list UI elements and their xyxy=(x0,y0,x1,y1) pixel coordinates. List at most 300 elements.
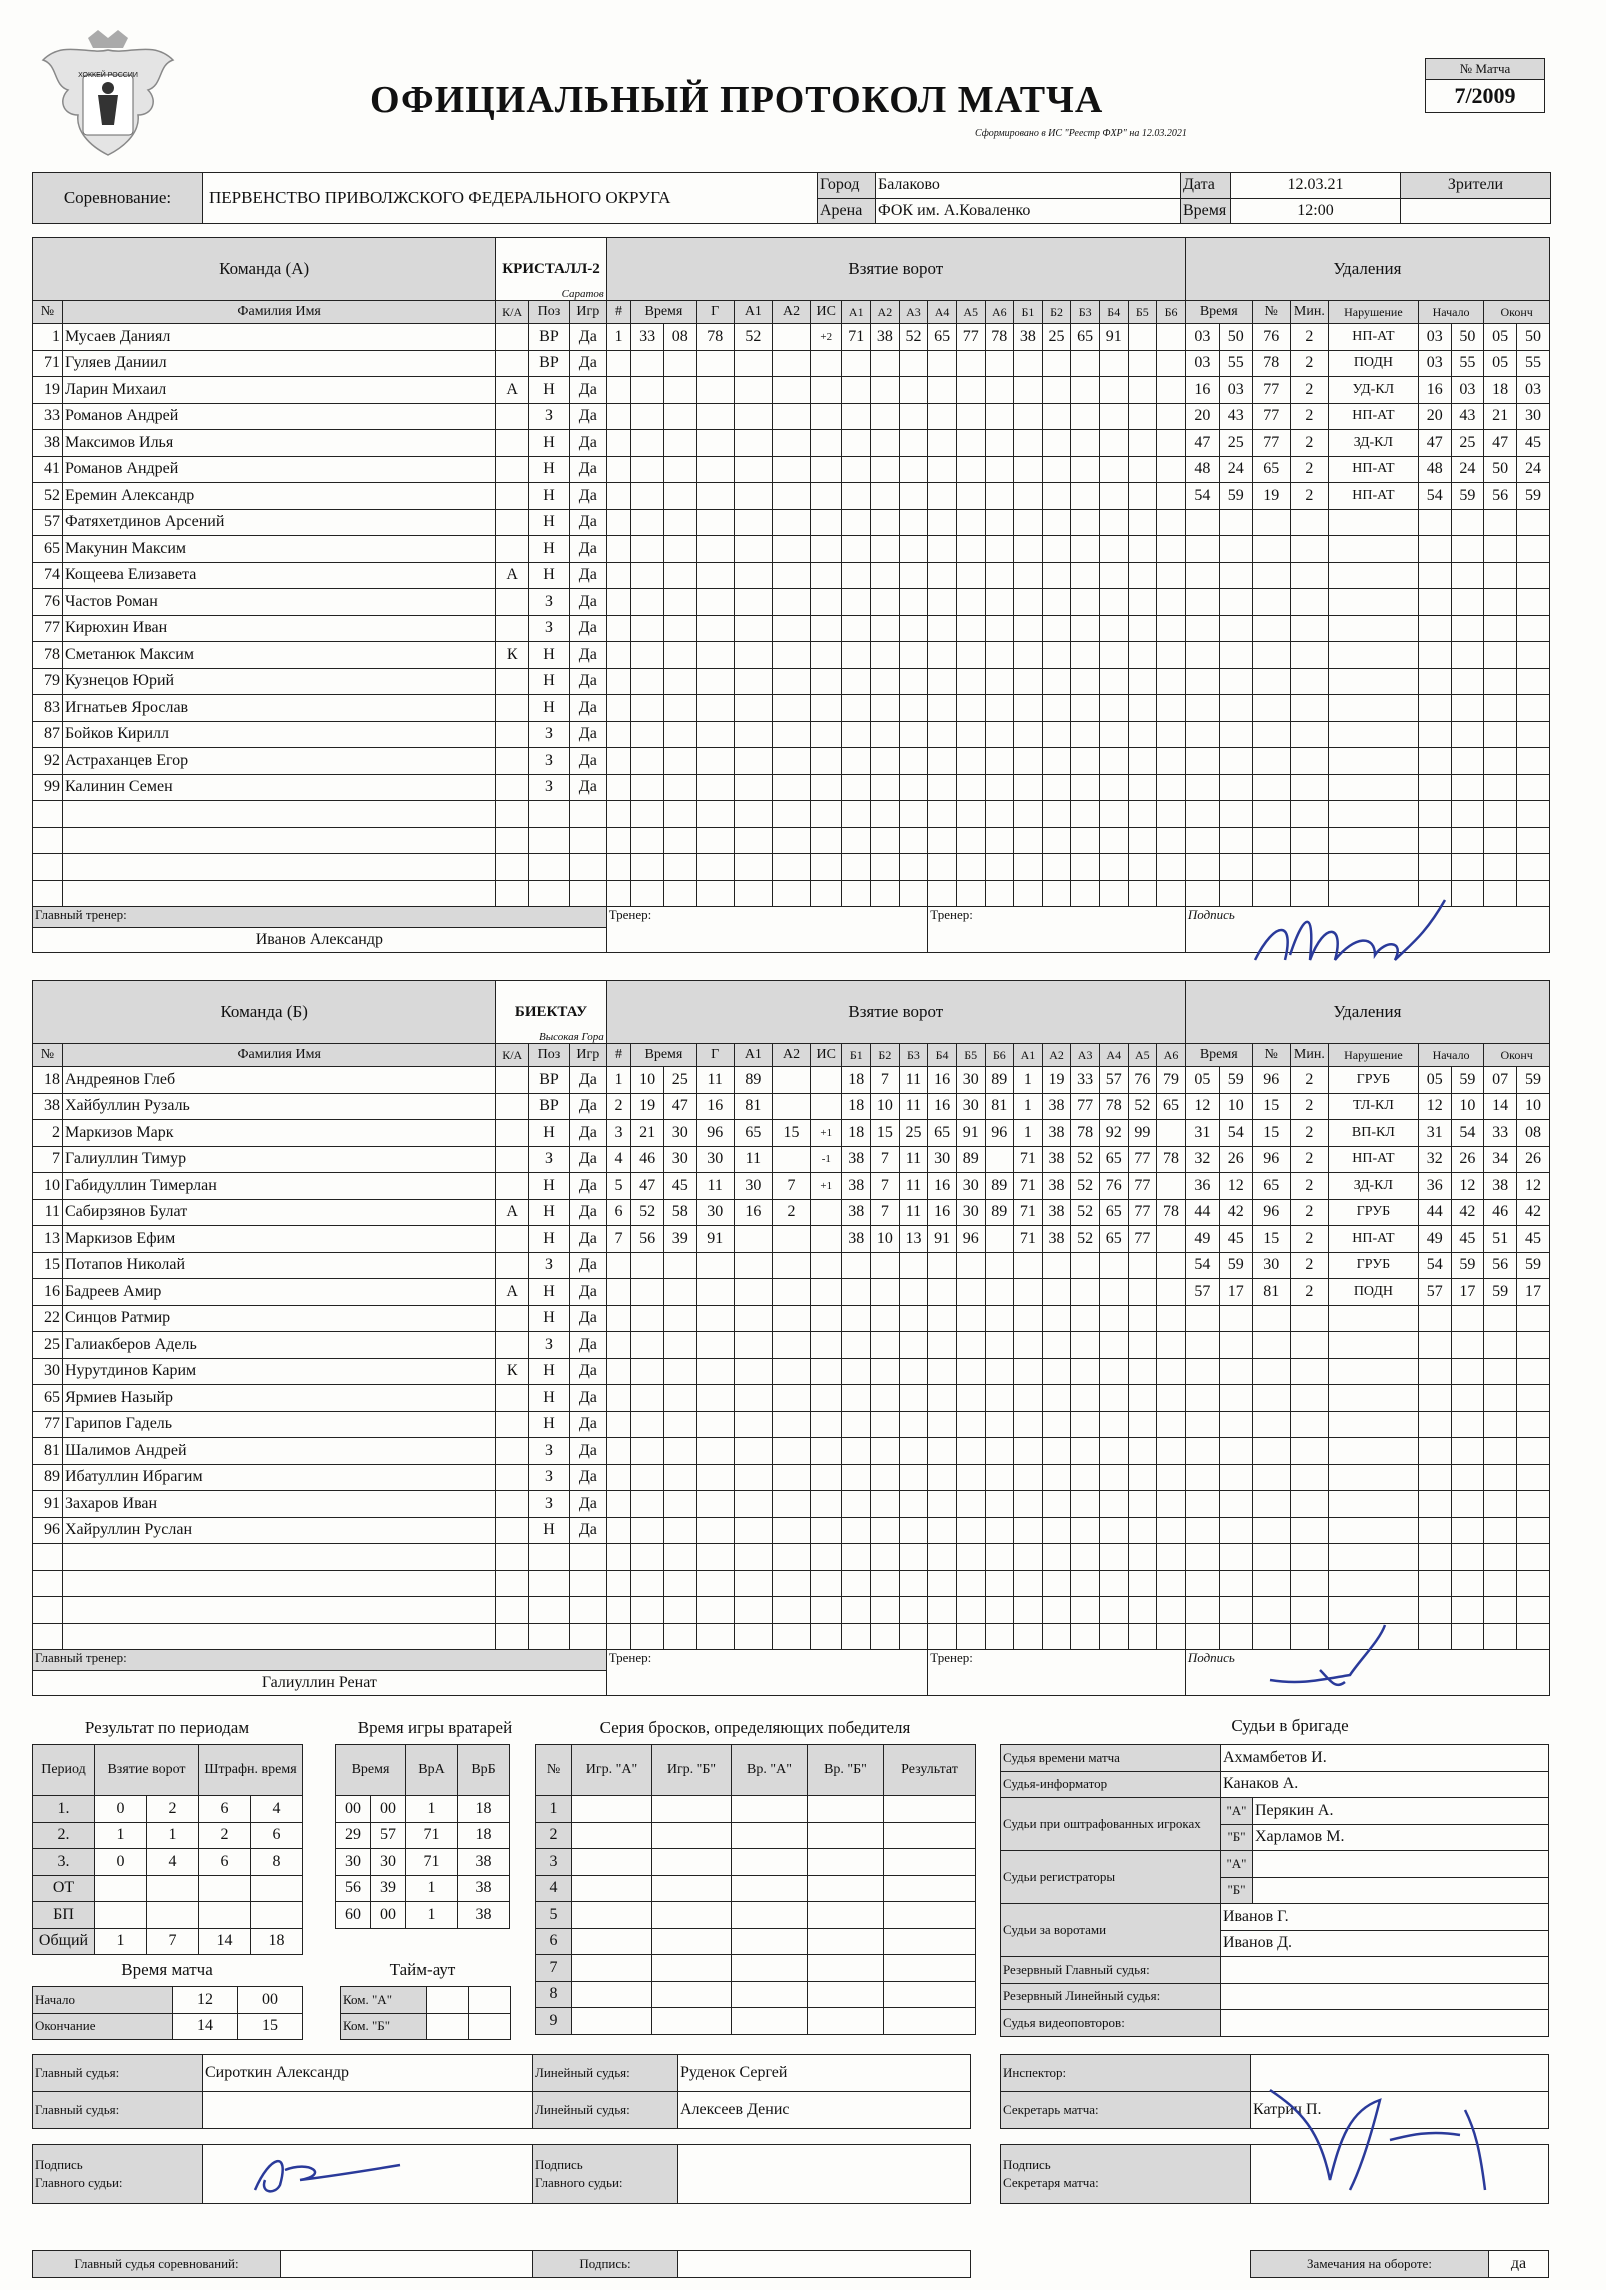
goal-onice-player xyxy=(1157,509,1186,536)
penalty-minute xyxy=(1185,668,1219,695)
goal-assist1 xyxy=(734,1279,772,1306)
penalty-end-min xyxy=(1484,1358,1517,1385)
penalty-start-min xyxy=(1418,1623,1451,1650)
player-played: Да xyxy=(569,721,606,748)
penalty-start-sec: 59 xyxy=(1451,1252,1484,1279)
goal-assist1 xyxy=(734,1517,772,1544)
goal-onice-player xyxy=(1128,536,1157,563)
player-number: 81 xyxy=(33,1438,63,1465)
registrar-a-tag: "А" xyxy=(1221,1851,1253,1878)
player-name: Гуляев Даниил xyxy=(62,350,495,377)
team-a-label-text: Команда (А) xyxy=(219,259,310,278)
penalty-start-sec: 24 xyxy=(1451,456,1484,483)
goal-assist1 xyxy=(734,1226,772,1253)
goal-onice-player: 38 xyxy=(1042,1093,1071,1120)
goal-onice-player xyxy=(1071,642,1100,669)
goal-minute xyxy=(631,854,664,881)
goal-onice-player xyxy=(1071,615,1100,642)
penalty-minutes: 2 xyxy=(1290,1226,1328,1253)
player-name: Андреянов Глеб xyxy=(62,1067,495,1094)
goal-onice-player xyxy=(928,748,957,775)
player-position xyxy=(529,1544,570,1571)
goal-onice-player: 38 xyxy=(1042,1226,1071,1253)
goal-situation xyxy=(811,1093,842,1120)
penalty-end-min xyxy=(1484,854,1517,881)
goal-onice-player xyxy=(985,1597,1014,1624)
player-role xyxy=(496,1226,529,1253)
penalty-start-min: 48 xyxy=(1418,456,1451,483)
goal-onice-player xyxy=(1071,1438,1100,1465)
team-b-col-onice-4: Б5 xyxy=(956,1044,985,1067)
penalty-end-sec xyxy=(1516,562,1549,589)
goal-onice-player xyxy=(928,483,957,510)
goal-onice-player xyxy=(1157,430,1186,457)
penalty-start-min xyxy=(1418,642,1451,669)
goal-onice-player xyxy=(928,801,957,828)
goal-assist2: 15 xyxy=(772,1120,810,1147)
penalty-minutes xyxy=(1290,721,1328,748)
goal-onice-player: 52 xyxy=(899,324,928,351)
goalie-second: 57 xyxy=(371,1822,406,1849)
penalty-minute xyxy=(1185,1570,1219,1597)
goal-assist1 xyxy=(734,536,772,563)
goal-onice-player xyxy=(1099,1464,1128,1491)
goal-onice-player: 38 xyxy=(1042,1146,1071,1173)
shootout-cell xyxy=(884,1902,976,1929)
city-label: Город xyxy=(818,173,876,199)
penalty-start-min: 31 xyxy=(1418,1120,1451,1147)
penalty-start-sec xyxy=(1451,1570,1484,1597)
penalty-minutes xyxy=(1290,854,1328,881)
player-position: Н xyxy=(529,1199,570,1226)
goal-onice-player: 7 xyxy=(871,1173,900,1200)
team-b-col-onice-10: А5 xyxy=(1128,1044,1157,1067)
penalty-start-sec: 10 xyxy=(1451,1093,1484,1120)
team-a-col-pen-viol: Нарушение xyxy=(1328,301,1418,324)
table-row xyxy=(33,1544,1550,1571)
goal-onice-player xyxy=(1099,854,1128,881)
penalty-start-sec xyxy=(1451,1438,1484,1465)
table-row xyxy=(33,1570,1550,1597)
goal-onice-player xyxy=(1071,509,1100,536)
goal-onice-player: 30 xyxy=(928,1146,957,1173)
info-table xyxy=(32,172,1551,224)
goal-onice-player xyxy=(899,1411,928,1438)
team-b-col-goal-a1: А1 xyxy=(734,1044,772,1067)
penalty-player: 19 xyxy=(1252,483,1290,510)
goal-onice-player xyxy=(1042,1517,1071,1544)
penalty-violation xyxy=(1328,509,1418,536)
goalie-b: 18 xyxy=(458,1822,510,1849)
player-role xyxy=(496,536,529,563)
goal-second xyxy=(663,1279,696,1306)
player-number: 52 xyxy=(33,483,63,510)
period-name: 2. xyxy=(33,1822,95,1849)
penalty-minutes: 2 xyxy=(1290,324,1328,351)
goal-onice-player xyxy=(985,1570,1014,1597)
logo-text: ХОККЕЙ РОССИИ xyxy=(78,72,138,79)
competition-sign-value xyxy=(678,2251,971,2278)
shootout-cell xyxy=(732,1902,808,1929)
goal-onice-player xyxy=(899,668,928,695)
team-a-col-onice-9: Б4 xyxy=(1099,301,1128,324)
goal-assist1 xyxy=(734,1438,772,1465)
table-row xyxy=(33,562,1550,589)
player-role xyxy=(496,615,529,642)
period-goals-b xyxy=(147,1875,199,1902)
goal-onice-player xyxy=(871,642,900,669)
secretary-signature-label-2: Секретаря матча: xyxy=(1003,2175,1099,2190)
competition-judge-value xyxy=(281,2251,533,2278)
period-goals-a: 1 xyxy=(95,1822,147,1849)
goal-onice-player xyxy=(842,642,871,669)
penalty-violation xyxy=(1328,721,1418,748)
player-position: Н xyxy=(529,1226,570,1253)
goal-onice-player xyxy=(899,1491,928,1518)
player-number: 57 xyxy=(33,509,63,536)
goal-onice-player xyxy=(956,1597,985,1624)
goal-num xyxy=(606,1597,631,1624)
penalty-start-sec xyxy=(1451,536,1484,563)
penalty-violation xyxy=(1328,1491,1418,1518)
goal-onice-player xyxy=(899,536,928,563)
penalty-player xyxy=(1252,1544,1290,1571)
goal-onice-player xyxy=(842,536,871,563)
penalty-minute xyxy=(1185,880,1219,907)
penalty-start-sec xyxy=(1451,854,1484,881)
player-played: Да xyxy=(569,695,606,722)
player-number xyxy=(33,1597,63,1624)
shootout-cell xyxy=(732,1928,808,1955)
goal-onice-player xyxy=(1128,721,1157,748)
penalty-violation: ГРУБ xyxy=(1328,1067,1418,1094)
notes-table xyxy=(1250,2250,1549,2278)
period-pen-b: 6 xyxy=(251,1822,303,1849)
shootout-cell xyxy=(652,2008,732,2035)
player-played: Да xyxy=(569,1199,606,1226)
goal-situation xyxy=(811,430,842,457)
penalty-end-min: 47 xyxy=(1484,430,1517,457)
goal-onice-player xyxy=(1071,1385,1100,1412)
penalty-start-sec xyxy=(1451,1517,1484,1544)
goal-onice-player xyxy=(1099,377,1128,404)
shootout-title: Серия бросков, определяющих победителя xyxy=(599,1718,911,1737)
team-a-coach-1 xyxy=(606,907,928,953)
player-role xyxy=(496,1385,529,1412)
goal-onice-player xyxy=(928,668,957,695)
penalty-player: 77 xyxy=(1252,430,1290,457)
col-goalie-a: ВрА xyxy=(406,1745,458,1796)
goal-assist1: 65 xyxy=(734,1120,772,1147)
penalty-minutes: 2 xyxy=(1290,483,1328,510)
goal-num: 5 xyxy=(606,1173,631,1200)
penalty-violation: ГРУБ xyxy=(1328,1252,1418,1279)
goal-onice-player xyxy=(1128,668,1157,695)
goalie-b: 38 xyxy=(458,1902,510,1929)
goal-onice-player xyxy=(1014,1517,1043,1544)
secretary-signature-label xyxy=(1001,2145,1251,2204)
goal-scorer xyxy=(696,1570,734,1597)
penalty-end-sec: 10 xyxy=(1516,1093,1549,1120)
shootout-row xyxy=(536,1981,976,2008)
penalty-end-min: 33 xyxy=(1484,1120,1517,1147)
goal-onice-player xyxy=(928,1570,957,1597)
goal-onice-player xyxy=(899,350,928,377)
penalty-minute xyxy=(1185,1597,1219,1624)
goal-onice-player xyxy=(1128,1305,1157,1332)
goal-onice-player xyxy=(871,1623,900,1650)
goal-onice-player xyxy=(842,589,871,616)
penalty-start-sec: 59 xyxy=(1451,1067,1484,1094)
penalty-start-min: 05 xyxy=(1418,1067,1451,1094)
goal-onice-player xyxy=(1128,1385,1157,1412)
player-played: Да xyxy=(569,1464,606,1491)
match-number-box xyxy=(1425,58,1545,113)
goal-assist2: 7 xyxy=(772,1173,810,1200)
goal-onice-player xyxy=(1099,430,1128,457)
goal-assist2 xyxy=(772,1623,810,1650)
goal-onice-player xyxy=(1099,1305,1128,1332)
goal-minute xyxy=(631,827,664,854)
goal-situation xyxy=(811,880,842,907)
goal-onice-player: 99 xyxy=(1128,1120,1157,1147)
penalty-end-min xyxy=(1484,642,1517,669)
goal-onice-player xyxy=(1014,509,1043,536)
player-number: 77 xyxy=(33,615,63,642)
penalty-minute: 54 xyxy=(1185,483,1219,510)
goal-assist2 xyxy=(772,801,810,828)
team-a-penalties-title: Удаления xyxy=(1185,238,1549,301)
goal-onice-player xyxy=(1099,748,1128,775)
penalty-end-min xyxy=(1484,695,1517,722)
goal-onice-player xyxy=(871,509,900,536)
penalty-second xyxy=(1219,1464,1252,1491)
player-role xyxy=(496,827,529,854)
goal-onice-player xyxy=(985,1411,1014,1438)
team-a-col-onice-1: А2 xyxy=(871,301,900,324)
player-position xyxy=(529,854,570,881)
goal-num xyxy=(606,880,631,907)
penalty-player xyxy=(1252,1570,1290,1597)
goal-onice-player xyxy=(1128,1570,1157,1597)
player-played: Да xyxy=(569,642,606,669)
goal-onice-player: 52 xyxy=(1071,1173,1100,1200)
team-b-signature-label: Подпись xyxy=(1187,1650,1235,1665)
goal-onice-player xyxy=(842,1332,871,1359)
penalty-minutes xyxy=(1290,1570,1328,1597)
goal-onice-player xyxy=(956,589,985,616)
period-goals-a xyxy=(95,1875,147,1902)
team-b-col-pos: Поз xyxy=(529,1044,570,1067)
shootout-cell xyxy=(652,1928,732,1955)
goal-minute xyxy=(631,456,664,483)
team-a-col-goal-a1: А1 xyxy=(734,301,772,324)
goal-scorer xyxy=(696,509,734,536)
player-name: Романов Андрей xyxy=(62,403,495,430)
penalty-second: 26 xyxy=(1219,1146,1252,1173)
goal-onice-player xyxy=(842,1279,871,1306)
goal-onice-player xyxy=(1042,1305,1071,1332)
goal-onice-player xyxy=(1128,827,1157,854)
goal-assist1 xyxy=(734,456,772,483)
team-b-label-text: Команда (Б) xyxy=(220,1002,308,1021)
penalty-end-min xyxy=(1484,827,1517,854)
goal-onice-player xyxy=(1157,1358,1186,1385)
goal-assist2 xyxy=(772,509,810,536)
penalty-minute xyxy=(1185,536,1219,563)
goal-onice-player xyxy=(1157,403,1186,430)
shootout-col-0: № xyxy=(536,1745,572,1796)
match-start-minute: 00 xyxy=(238,1987,303,2014)
goal-minute: 56 xyxy=(631,1226,664,1253)
table-row xyxy=(33,801,1550,828)
team-a-col-onice-8: Б3 xyxy=(1071,301,1100,324)
penalty-start-sec xyxy=(1451,1358,1484,1385)
goal-onice-player xyxy=(1128,1544,1157,1571)
goal-second xyxy=(663,1517,696,1544)
goal-onice-player xyxy=(1042,509,1071,536)
goal-onice-player xyxy=(1128,1491,1157,1518)
penalty-violation xyxy=(1328,1305,1418,1332)
eagle-emblem-icon xyxy=(28,30,188,165)
goal-second xyxy=(663,377,696,404)
goal-assist2 xyxy=(772,880,810,907)
goal-onice-player: 65 xyxy=(1099,1199,1128,1226)
goal-onice-player xyxy=(956,1623,985,1650)
penalty-start-min xyxy=(1418,615,1451,642)
goal-onice-player xyxy=(1042,774,1071,801)
goal-onice-player xyxy=(871,1544,900,1571)
goal-onice-player xyxy=(956,430,985,457)
goal-situation xyxy=(811,350,842,377)
goal-onice-player: 38 xyxy=(1014,324,1043,351)
goal-assist1 xyxy=(734,589,772,616)
goal-assist1 xyxy=(734,854,772,881)
player-name: Астраханцев Егор xyxy=(62,748,495,775)
goal-second xyxy=(663,1411,696,1438)
team-a-signature-icon xyxy=(1235,880,1485,980)
team-b-goals-title: Взятие ворот xyxy=(606,981,1185,1044)
penalty-start-min xyxy=(1418,668,1451,695)
goal-onice-player xyxy=(899,695,928,722)
player-position: Н xyxy=(529,1279,570,1306)
shootout-cell xyxy=(652,1902,732,1929)
goal-onice-player xyxy=(1014,403,1043,430)
penalty-player xyxy=(1252,1332,1290,1359)
penalty-minute xyxy=(1185,801,1219,828)
goal-onice-player xyxy=(1099,1411,1128,1438)
player-position: Н xyxy=(529,536,570,563)
penalty-minutes xyxy=(1290,615,1328,642)
goal-onice-player xyxy=(1071,430,1100,457)
goal-onice-player xyxy=(1014,854,1043,881)
goal-onice-player xyxy=(1157,1305,1186,1332)
penalty-end-min xyxy=(1484,1332,1517,1359)
goal-scorer xyxy=(696,827,734,854)
penalty-minute: 12 xyxy=(1185,1093,1219,1120)
player-name xyxy=(62,1623,495,1650)
penalty-start-min xyxy=(1418,562,1451,589)
goal-assist1 xyxy=(734,748,772,775)
period-pen-b: 8 xyxy=(251,1849,303,1876)
timeout-a-label: Ком. "А" xyxy=(341,1987,427,2014)
penalty-minute xyxy=(1185,1411,1219,1438)
goal-assist1 xyxy=(734,774,772,801)
goal-onice-player xyxy=(1042,1438,1071,1465)
goal-onice-player xyxy=(956,695,985,722)
penalty-minutes xyxy=(1290,1544,1328,1571)
shootout-col-1: Игр. "А" xyxy=(572,1745,652,1796)
goal-onice-player xyxy=(1128,774,1157,801)
penalty-second xyxy=(1219,668,1252,695)
goal-situation xyxy=(811,562,842,589)
penalty-player xyxy=(1252,721,1290,748)
goal-assist1 xyxy=(734,377,772,404)
goal-scorer xyxy=(696,1305,734,1332)
goal-onice-player xyxy=(1128,377,1157,404)
period-name: ОТ xyxy=(33,1875,95,1902)
goalie-title: Время игры вратарей xyxy=(357,1718,513,1737)
penalty-player xyxy=(1252,801,1290,828)
goal-onice-player xyxy=(1099,668,1128,695)
player-position xyxy=(529,801,570,828)
line-referee-1: Руденок Сергей xyxy=(678,2055,971,2092)
penalty-end-min: 18 xyxy=(1484,377,1517,404)
goal-onice-player xyxy=(928,1385,957,1412)
table-row xyxy=(33,1279,1550,1306)
period-row xyxy=(33,1822,303,1849)
goal-onice-player xyxy=(1099,721,1128,748)
goal-onice-player xyxy=(1071,1623,1100,1650)
player-role: А xyxy=(496,1279,529,1306)
player-position: Н xyxy=(529,1120,570,1147)
player-role xyxy=(496,1120,529,1147)
penalty-minutes: 2 xyxy=(1290,350,1328,377)
goal-assist1: 16 xyxy=(734,1199,772,1226)
table-row xyxy=(33,1411,1550,1438)
player-name: Бойков Кирилл xyxy=(62,721,495,748)
generated-note: Сформировано в ИС "Реестр ФХР" на 12.03.2021 xyxy=(975,128,1187,139)
player-name: Фатяхетдинов Арсений xyxy=(62,509,495,536)
shootout-cell xyxy=(884,1822,976,1849)
shootout-row xyxy=(536,1822,976,1849)
penalty-second: 55 xyxy=(1219,350,1252,377)
goal-num xyxy=(606,1279,631,1306)
player-role xyxy=(496,1093,529,1120)
team-b-section xyxy=(32,980,1550,1696)
informer-name: Канаков А. xyxy=(1221,1771,1549,1798)
goal-assist2 xyxy=(772,483,810,510)
player-name: Потапов Николай xyxy=(62,1252,495,1279)
goal-assist2 xyxy=(772,430,810,457)
goal-num: 4 xyxy=(606,1146,631,1173)
penalty-second: 43 xyxy=(1219,403,1252,430)
team-b-coach-1 xyxy=(606,1650,928,1696)
goal-second xyxy=(663,562,696,589)
player-number: 16 xyxy=(33,1279,63,1306)
goal-onice-player xyxy=(985,1464,1014,1491)
goal-num xyxy=(606,350,631,377)
penalty-start-sec xyxy=(1451,695,1484,722)
penalty-violation xyxy=(1328,1385,1418,1412)
goal-onice-player xyxy=(1014,589,1043,616)
player-position: Н xyxy=(529,1411,570,1438)
penalty-violation xyxy=(1328,562,1418,589)
penalty-end-min xyxy=(1484,615,1517,642)
team-a-col-onice-7: Б2 xyxy=(1042,301,1071,324)
goal-onice-player xyxy=(1157,1385,1186,1412)
goal-minute xyxy=(631,1252,664,1279)
